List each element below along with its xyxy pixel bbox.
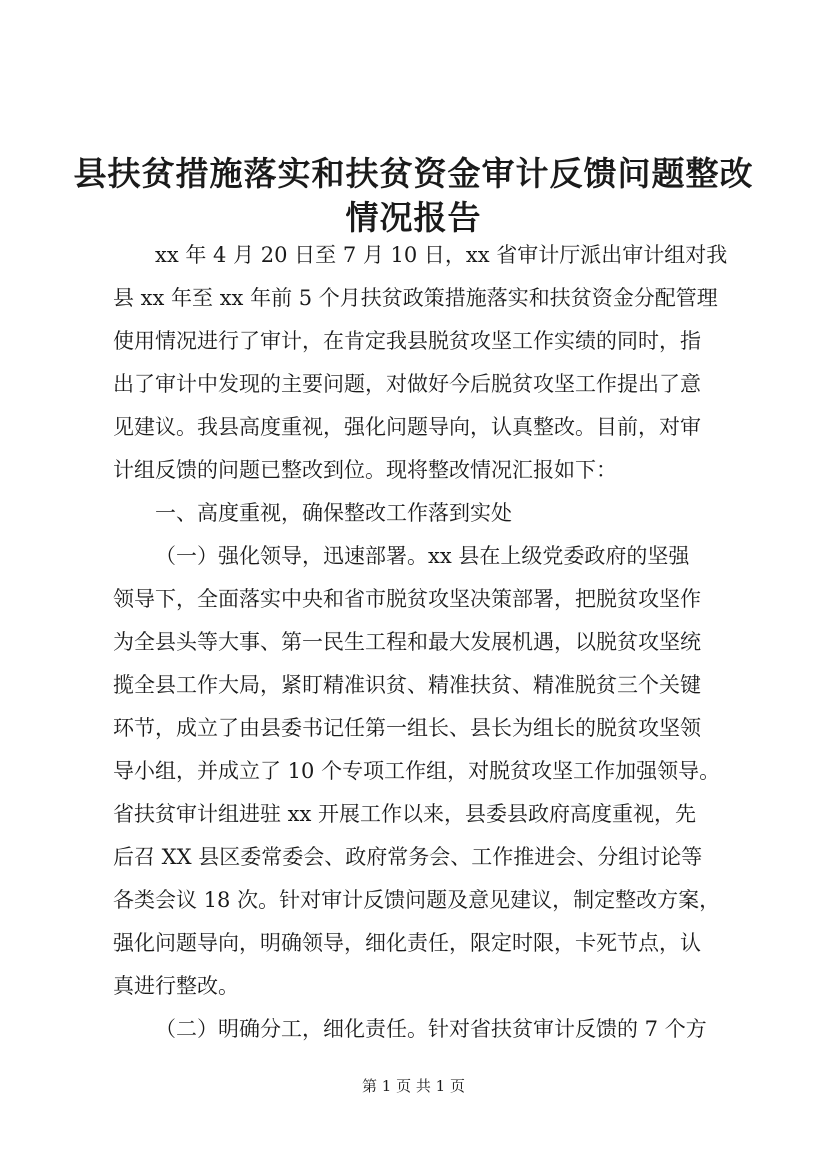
body-line-3: 使用情况进行了审计，在肯定我县脱贫攻坚工作实绩的同时，指	[113, 329, 701, 353]
body-line-4: 出了审计中发现的主要问题，对做好今后脱贫攻坚工作提出了意	[113, 372, 701, 396]
document-title-line-2: 情况报告	[345, 198, 482, 237]
body-line-13: 导小组，并成立了 10 个专项工作组，对脱贫攻坚工作加强领导。	[113, 759, 721, 783]
body-line-17: 强化问题导向，明确领导，细化责任，限定时限，卡死节点，认	[113, 931, 701, 955]
body-line-9: 领导下，全面落实中央和省市脱贫攻坚决策部署，把脱贫攻坚作	[113, 587, 701, 611]
body-line-18: 真进行整改。	[113, 974, 239, 998]
body-line-16: 各类会议 18 次。针对审计反馈问题及意见建议，制定整改方案，	[113, 888, 721, 912]
body-line-10: 为全县头等大事、第一民生工程和最大发展机遇，以脱贫攻坚统	[113, 630, 701, 654]
body-line-1: xx 年 4 月 20 日至 7 月 10 日，xx 省审计厅派出审计组对我	[155, 243, 728, 267]
body-line-6: 计组反馈的问题已整改到位。现将整改情况汇报如下：	[113, 458, 617, 482]
section-heading-1: 一、高度重视，确保整改工作落到实处	[155, 501, 512, 525]
body-line-14: 省扶贫审计组进驻 xx 开展工作以来，县委县政府高度重视，先	[113, 802, 697, 826]
body-line-15: 后召 XX 县区委常委会、政府常务会、工作推进会、分组讨论等	[113, 845, 703, 869]
body-line-19: （二）明确分工，细化责任。针对省扶贫审计反馈的 7 个方	[155, 1017, 707, 1041]
document-title-line-1: 县扶贫措施落实和扶贫资金审计反馈问题整改	[73, 154, 754, 193]
body-line-5: 见建议。我县高度重视，强化问题导向，认真整改。目前，对审	[113, 415, 701, 439]
body-line-8: （一）强化领导，迅速部署。xx 县在上级党委政府的坚强	[155, 544, 690, 568]
page-footer: 第 1 页 共 1 页	[362, 1077, 465, 1095]
body-line-11: 揽全县工作大局，紧盯精准识贫、精准扶贫、精准脱贫三个关键	[113, 673, 701, 697]
body-line-2: 县 xx 年至 xx 年前 5 个月扶贫政策措施落实和扶贫资金分配管理	[113, 286, 718, 310]
body-line-12: 环节，成立了由县委书记任第一组长、县长为组长的脱贫攻坚领	[113, 716, 701, 740]
